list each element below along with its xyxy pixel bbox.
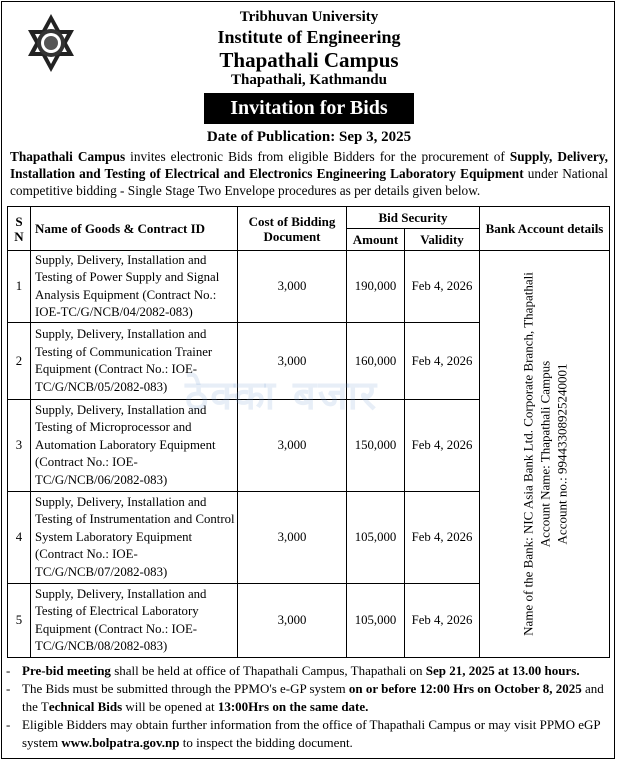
note2-text2: and the T (22, 681, 604, 714)
row-cost: 3,000 (238, 323, 347, 400)
row-cost: 3,000 (238, 251, 347, 323)
note3-website: www.bolpatra.gov.np (61, 735, 180, 750)
table-row (8, 251, 610, 323)
note2-text1: The Bids must be submitted through the PPMO's e-GP system (22, 681, 349, 696)
account-name: Account Name: Thapathali Campus (537, 360, 552, 548)
header-bank: Bank Account details (480, 207, 610, 251)
note2-text3: will be opened at (122, 699, 218, 714)
row-amount: 190,000 (347, 251, 405, 323)
publication-date: Date of Publication: Sep 3, 2025 (206, 129, 412, 145)
row-amount: 160,000 (347, 323, 405, 400)
account-number: Account no.: 99443308925240001 (554, 363, 569, 545)
row-cost: 3,000 (238, 584, 347, 658)
row-amount: 150,000 (347, 400, 405, 492)
note2-bold1: on or before 12:00 Hrs on October 8, 2025 (348, 681, 582, 696)
row-name: Supply, Delivery, Installation and Testing of Microprocessor and Automation Laboratory Equipment (Contract No.: IOE-TC/G/NCB/06/2082-083) (31, 400, 238, 492)
note1-bold2: Sep 21, 2025 at 13.00 hours. (425, 663, 580, 678)
row-sn: 3 (8, 400, 31, 492)
row-sn: 1 (8, 251, 31, 323)
row-validity: Feb 4, 2026 (405, 400, 480, 492)
row-validity: Feb 4, 2026 (405, 584, 480, 658)
row-cost: 3,000 (238, 492, 347, 584)
note2-bold2: echnical Bids (48, 699, 123, 714)
university-name: Tribhuvan University (239, 9, 379, 25)
intro-scope: Supply, Delivery, Installation and Testing of Electrical and Electronics Engineering Laboratory Equipment (10, 149, 608, 181)
note1-text1: shall be held at office of Thapathali Campus, Thapathali on (110, 663, 426, 678)
row-name: Supply, Delivery, Installation and Testing of Instrumentation and Control System Laboratory Equipment (Contract No.: IOE-TC/G/NCB/07/2082-083) (31, 492, 238, 584)
header-name: Name of Goods & Contract ID (31, 207, 238, 251)
header-validity: Validity (405, 229, 480, 251)
row-amount: 105,000 (347, 492, 405, 584)
row-name: Supply, Delivery, Installation and Testing of Power Supply and Signal Analysis Equipment (Contract No.: IOE-TC/G/NCB/04/2082-083) (31, 251, 238, 323)
note-pre-bid: - Pre-bid meeting shall be held at office of Thapathali Campus, Thapathali on Sep 21, 2025 at 13.00 hours. (6, 663, 580, 678)
note1-bold1: Pre-bid meeting (22, 663, 111, 678)
header-sn-text: S N (14, 213, 24, 244)
watermark-logo: ठेक्का बजार (185, 373, 379, 419)
note3-text1: Eligible Bidders may obtain further information from the office of Thapathali Campus or may visit PPMO eGP system (22, 717, 601, 750)
row-sn: 4 (8, 492, 31, 584)
row-sn: 2 (8, 323, 31, 400)
row-name: Supply, Delivery, Installation and Testing of Electrical Laboratory Equipment (Contract No.: IOE-TC/G/NCB/08/2082-083) (31, 584, 238, 658)
row-validity: Feb 4, 2026 (405, 323, 480, 400)
bid-table (7, 206, 610, 658)
header-sn (8, 207, 31, 251)
notes-list (6, 662, 610, 752)
header-amount: Amount (347, 229, 405, 251)
bank-account-cell (480, 251, 610, 658)
row-amount: 105,000 (347, 584, 405, 658)
row-validity: Feb 4, 2026 (405, 251, 480, 323)
note3-text2: to inspect the bidding document. (179, 735, 353, 750)
intro-text-2: under National competitive bidding - Single Stage Two Envelope procedures as per details given below. (10, 166, 608, 198)
bank-name: Name of the Bank: NIC Asia Bank Ltd. Corporate Branch, Thapathali (520, 272, 535, 636)
institute-name: Institute of Engineering (217, 27, 401, 47)
note-submission: - The Bids must be submitted through the PPMO's e-GP system on or before 12:00 Hrs on October 8, 2025 and the Technical Bids will be opened at 13:00Hrs on the same date. (6, 681, 604, 714)
campus-location: Thapathali, Kathmandu (231, 72, 387, 88)
campus-name: Thapathali Campus (219, 48, 399, 72)
row-sn: 5 (8, 584, 31, 658)
row-name: Supply, Delivery, Installation and Testing of Communication Trainer Equipment (Contract No.: IOE-TC/G/NCB/05/2082-083) (31, 323, 238, 400)
row-validity: Feb 4, 2026 (405, 492, 480, 584)
intro-paragraph (10, 148, 608, 199)
bank-account-details (519, 244, 570, 664)
notice-title-banner: Invitation for Bids (204, 93, 414, 124)
note-information: - Eligible Bidders may obtain further information from the office of Thapathali Campus or may visit PPMO eGP system www.bolpatra.gov.np to inspect the bidding document. (6, 717, 601, 750)
note2-bold3: 13:00Hrs on the same date. (217, 699, 369, 714)
intro-text-1: invites electronic Bids from eligible Bidders for the procurement of (125, 149, 510, 164)
header-cost: Cost of Bidding Document (238, 207, 347, 251)
header-bid-security: Bid Security (347, 207, 480, 229)
row-cost: 3,000 (238, 400, 347, 492)
intro-campus: Thapathali Campus (10, 149, 126, 164)
